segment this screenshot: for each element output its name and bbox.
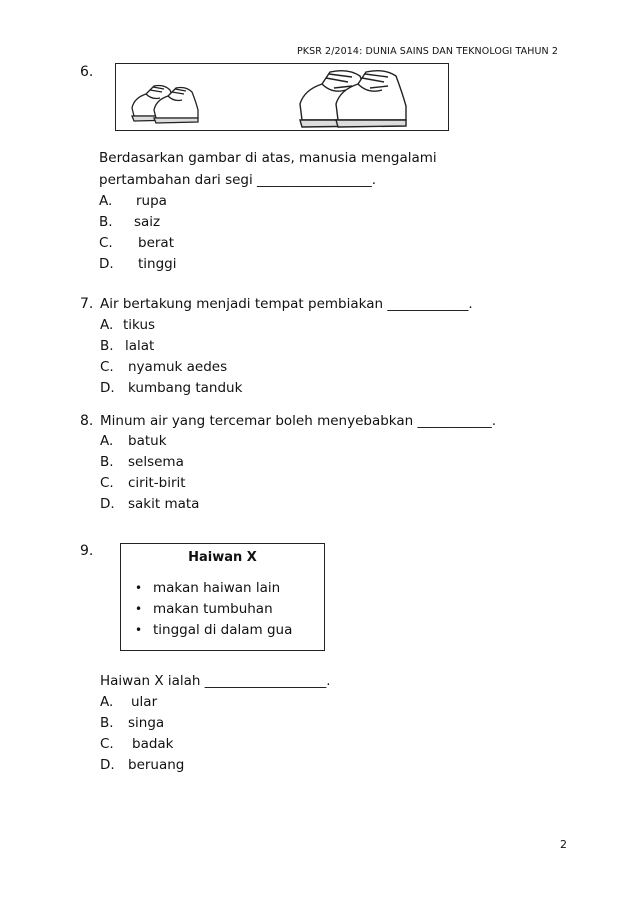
page-header: PKSR 2/2014: DUNIA SAINS DAN TEKNOLOGI TAHUN 2 xyxy=(296,46,558,57)
q9-stem: Haiwan X ialah __________________. xyxy=(100,673,331,689)
q9-option-b-text: singa xyxy=(128,715,165,731)
q6-option-b-letter: B. xyxy=(99,214,113,230)
small-shoes-icon xyxy=(132,86,198,124)
q9-info-box xyxy=(120,543,325,651)
q8-option-b-letter: B. xyxy=(100,454,114,470)
q6-option-d-letter: D. xyxy=(99,256,114,272)
q8-option-c-letter: C. xyxy=(100,475,114,491)
q9-option-b-letter: B. xyxy=(100,715,114,731)
q8-number: 8. xyxy=(80,413,94,429)
bullet-icon: • xyxy=(135,602,143,616)
q9-bullet-list xyxy=(135,578,292,641)
q7-option-b-letter: B. xyxy=(100,338,114,354)
page-number: 2 xyxy=(560,838,567,851)
q6-option-a-letter: A. xyxy=(99,193,113,209)
q9-option-d-text: beruang xyxy=(128,757,185,773)
bullet-icon: • xyxy=(135,581,143,595)
q8-option-d-text: sakit mata xyxy=(128,496,200,512)
q9-bullet-item: • makan haiwan lain xyxy=(135,578,292,599)
q7-option-c-letter: C. xyxy=(100,359,114,375)
q6-option-c-text: berat xyxy=(138,235,174,251)
q7-option-c-text: nyamuk aedes xyxy=(128,359,228,375)
q7-stem: Air bertakung menjadi tempat pembiakan ____________. xyxy=(100,296,473,312)
q8-option-a-text: batuk xyxy=(128,433,167,449)
shoes-image xyxy=(116,64,448,130)
q9-box-title: Haiwan X xyxy=(188,550,257,565)
q9-option-a-text: ular xyxy=(131,694,158,710)
q6-number: 6. xyxy=(80,64,94,80)
q7-option-a-text: tikus xyxy=(123,317,156,333)
q6-stem-line1: Berdasarkan gambar di atas, manusia mengalami xyxy=(99,150,437,166)
q6-image-box xyxy=(115,63,449,131)
q9-option-c-letter: C. xyxy=(100,736,114,752)
q9-option-d-letter: D. xyxy=(100,757,115,773)
q6-option-b-text: saiz xyxy=(134,214,161,230)
q6-stem-line2: pertambahan dari segi _________________. xyxy=(99,172,377,188)
bullet-icon: • xyxy=(135,623,143,637)
q7-option-b-text: lalat xyxy=(125,338,155,354)
q8-option-c-text: cirit-birit xyxy=(128,475,186,491)
q7-option-d-text: kumbang tanduk xyxy=(128,380,243,396)
q7-number: 7. xyxy=(80,296,94,312)
q6-option-d-text: tinggi xyxy=(138,256,177,272)
q8-option-b-text: selsema xyxy=(128,454,184,470)
q6-option-a-text: rupa xyxy=(136,193,167,209)
q6-option-c-letter: C. xyxy=(99,235,113,251)
q9-bullet-item: • tinggal di dalam gua xyxy=(135,620,292,641)
q8-stem: Minum air yang tercemar boleh menyebabkan ___________. xyxy=(100,413,497,429)
q9-bullet-item: • makan tumbuhan xyxy=(135,599,292,620)
q9-option-c-text: badak xyxy=(132,736,174,752)
q8-option-a-letter: A. xyxy=(100,433,114,449)
q7-option-d-letter: D. xyxy=(100,380,115,396)
q8-option-d-letter: D. xyxy=(100,496,115,512)
q7-option-a-letter: A. xyxy=(100,317,114,333)
q9-option-a-letter: A. xyxy=(100,694,114,710)
q9-number: 9. xyxy=(80,543,94,559)
large-shoes-icon xyxy=(300,71,406,127)
